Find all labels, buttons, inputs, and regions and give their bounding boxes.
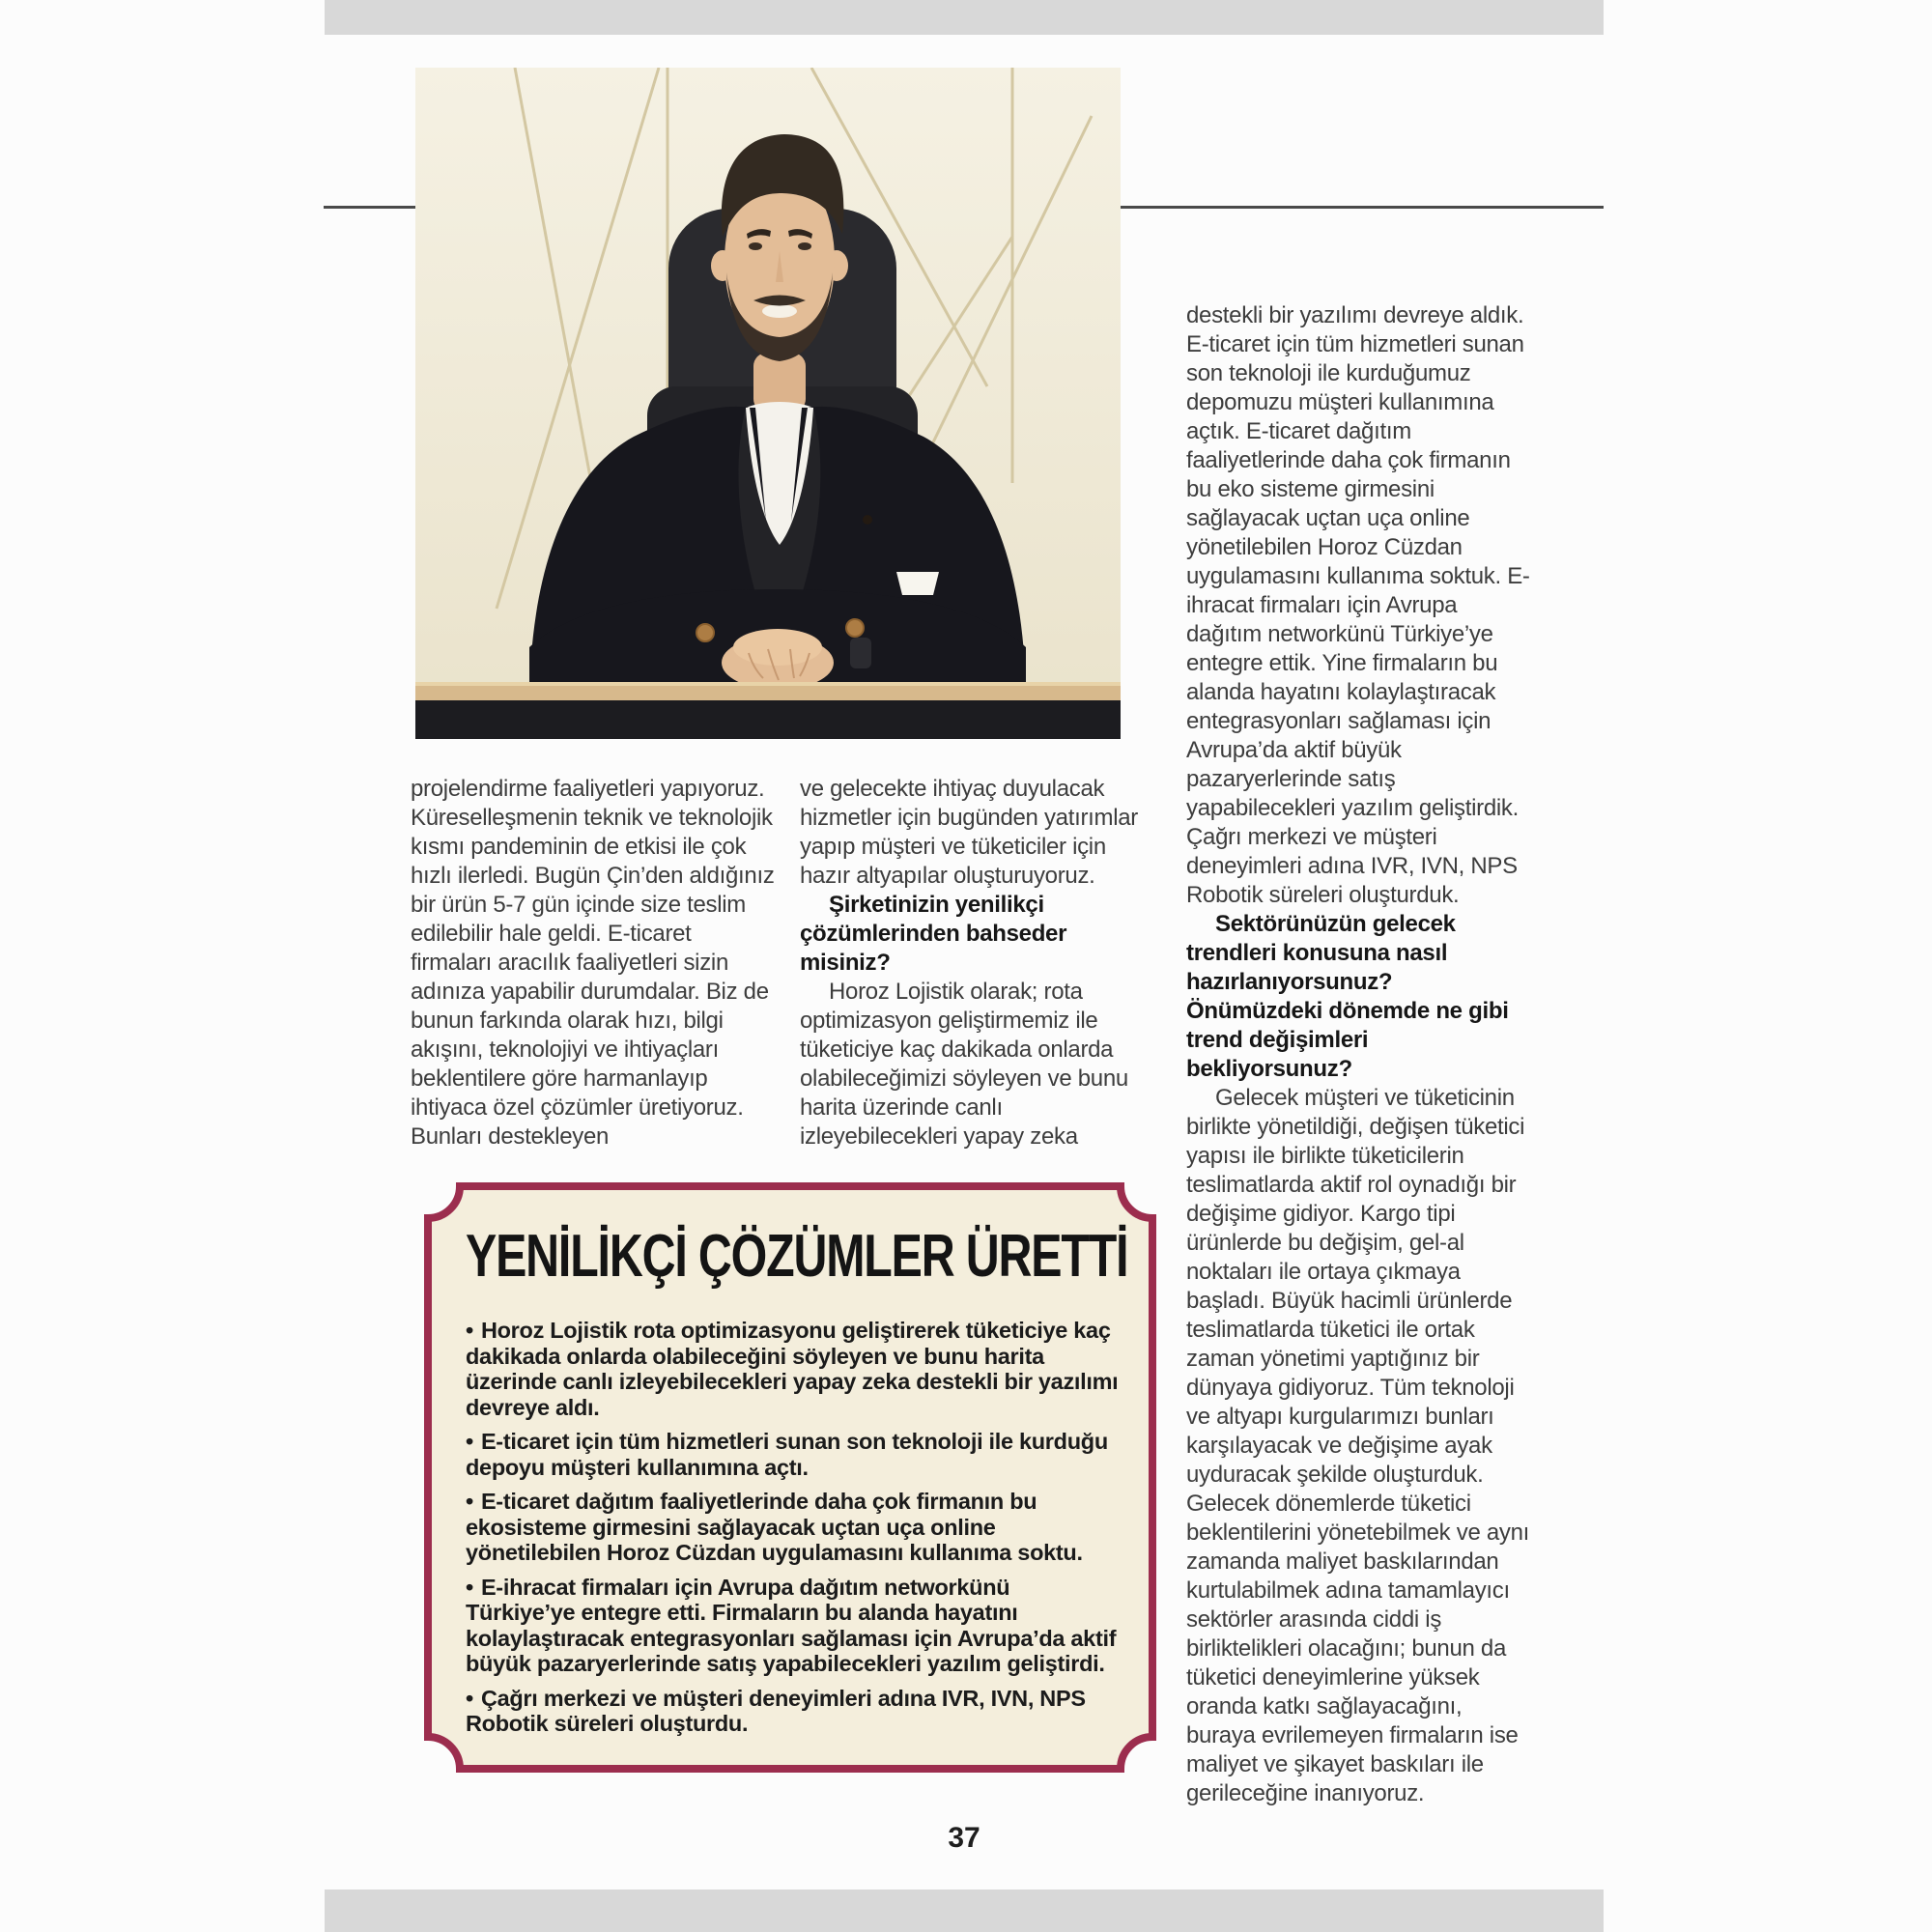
feature-bullet: • Çağrı merkezi ve müşteri deneyimleri adına IVR, IVN, NPS Robotik süreleri oluşturdu. bbox=[466, 1685, 1086, 1736]
page-edge-bar-top bbox=[325, 0, 1604, 35]
bullet-icon: • bbox=[466, 1318, 473, 1343]
feature-bullet: • E-ticaret dağıtım faaliyetlerinde daha çok firmanın bu ekosisteme girmesini sağlayacak uçtan uça online yönetilebilen Horoz Cüzdan uygulamasını kullanıma soktu. bbox=[466, 1489, 1083, 1565]
feature-bullet: • E-ticaret için tüm hizmetleri sunan son teknoloji ile kurduğu depoyu müşteri kullanımına açtı. bbox=[466, 1429, 1108, 1480]
bullet-icon: • bbox=[466, 1685, 473, 1711]
column-middle bbox=[800, 775, 1153, 1151]
article-paragraph: Gelecek müşteri ve tüketicinin birlikte yönetildiği, değişen tüketici yapısı ile birlikte tüketicilerin teslimatlarda aktif rol oynadığı bir değişime gidiyor. Kargo tipi ürünlerde bu değişim, gel-al noktaları ile ortaya çıkmaya başladı. Büyük hacimli ürünlerde teslimatlarda tüketici ile ortak zaman yönetimi yaptığınız bir dünyaya gidiyoruz. Tüm teknoloji ve altyapı kurgularımızı bunları karşılayacak ve değişime ayak uyduracak şekilde oluşturduk. Gelecek dönemlerde tüketici beklentilerini yönetebilmek ve aynı zamanda maliyet baskılarından kurtulabilmek adına tamamlayıcı sektörler arasında ciddi iş birliktelikleri olacağını; bunun da tüketici deneyimlerine yüksek oranda katkı sağlayacağını, buraya evrilemeyen firmaların ise maliyet ve şikayet baskıları ile gerileceğine inanıyoruz. bbox=[1186, 1085, 1530, 1806]
article-paragraph: ve gelecekte ihtiyaç duyulacak hizmetler için bugünden yatırımlar yapıp müşteri ve tüketiciler için hazır altyapılar oluşturuyoruz. bbox=[800, 776, 1138, 889]
portrait-photo bbox=[415, 68, 1121, 739]
feature-box-content bbox=[466, 1222, 1128, 1746]
feature-bullet: • E-ihracat firmaları için Avrupa dağıtım networkünü Türkiye’ye entegre etti. Firmaların bu alanda hayatını kolaylaştıracak entegrasyonları sağlaması için Avrupa’da aktif büyük pazaryerlerinde satış yapabilecekleri yazılım geliştirdi. bbox=[466, 1574, 1117, 1676]
feature-bullet: • Horoz Lojistik rota optimizasyonu geliştirerek tüketiciye kaç dakikada onlarda olabileceğini söyleyen ve bunu harita üzerinde canlı izleyebilecekleri yapay zeka destekli bir yazılımı devreye aldı. bbox=[466, 1318, 1119, 1420]
column-right bbox=[1186, 301, 1530, 1808]
desk bbox=[415, 682, 1121, 739]
bullet-icon: • bbox=[466, 1574, 473, 1600]
bullet-icon: • bbox=[466, 1429, 473, 1454]
article-paragraph: destekli bir yazılımı devreye aldık. E-ticaret için tüm hizmetleri sunan son teknoloji ile kurduğumuz depomuzu müşteri kullanımına açtık. E-ticaret dağıtım faaliyetlerinde daha çok firmanın bu eko sisteme girmesini sağlayacak uçtan uça online yönetilebilen Horoz Cüzdan uygulamasını kullanıma soktuk. E-ihracat firmaları için Avrupa dağıtım networkünü Türkiye’ye entegre ettik. Yine firmaların bu alanda hayatını kolaylaştıracak entegrasyonları sağlaması için Avrupa’da aktif büyük pazaryerlerinde satış yapabilecekleri yazılım geliştirdik. Çağrı merkezi ve müşteri deneyimleri adına IVR, IVN, NPS Robotik süreleri oluşturduk. bbox=[1186, 302, 1530, 908]
feature-box-title: YENİLİKÇİ ÇÖZÜMLER ÜRETTİ bbox=[466, 1223, 1128, 1290]
article-paragraph: Horoz Lojistik olarak; rota optimizasyon geliştirmemiz ile tüketiciye kaç dakikada onlarda olabileceğimizi söyleyen ve bunu harita üzerinde canlı izleyebilecekleri yapay zeka bbox=[800, 979, 1128, 1150]
feature-box bbox=[423, 1181, 1157, 1774]
column-left bbox=[411, 775, 776, 1151]
page-edge-bar-bottom bbox=[325, 1889, 1604, 1932]
bullet-icon: • bbox=[466, 1489, 473, 1514]
page-number: 37 bbox=[948, 1822, 980, 1854]
interview-question: Sektörünüzün gelecek trendleri konusuna nasıl hazırlanıyorsunuz? Önümüzdeki dönemde ne gibi trend değişimleri bekliyorsunuz? bbox=[1186, 911, 1509, 1082]
article-paragraph: projelendirme faaliyetleri yapıyoruz. Küreselleşmenin teknik ve teknolojik kısmı pandeminin de etkisi ile çok hızlı ilerledi. Bugün Çin’den aldığınız bir ürün 5-7 gün içinde size teslim edilebilir hale geldi. E-ticaret firmaları aracılık faaliyetleri sizin adınıza yapabilir durumdalar. Biz de bunun farkında olarak hızı, bilgi akışını, teknolojiyi ve ihtiyaçları beklentilere göre harmanlayıp ihtiyaca özel çözümler üretiyoruz. Bunları destekleyen bbox=[411, 776, 775, 1150]
interview-question: Şirketinizin yenilikçi çözümlerinden bahseder misiniz? bbox=[800, 892, 1067, 976]
